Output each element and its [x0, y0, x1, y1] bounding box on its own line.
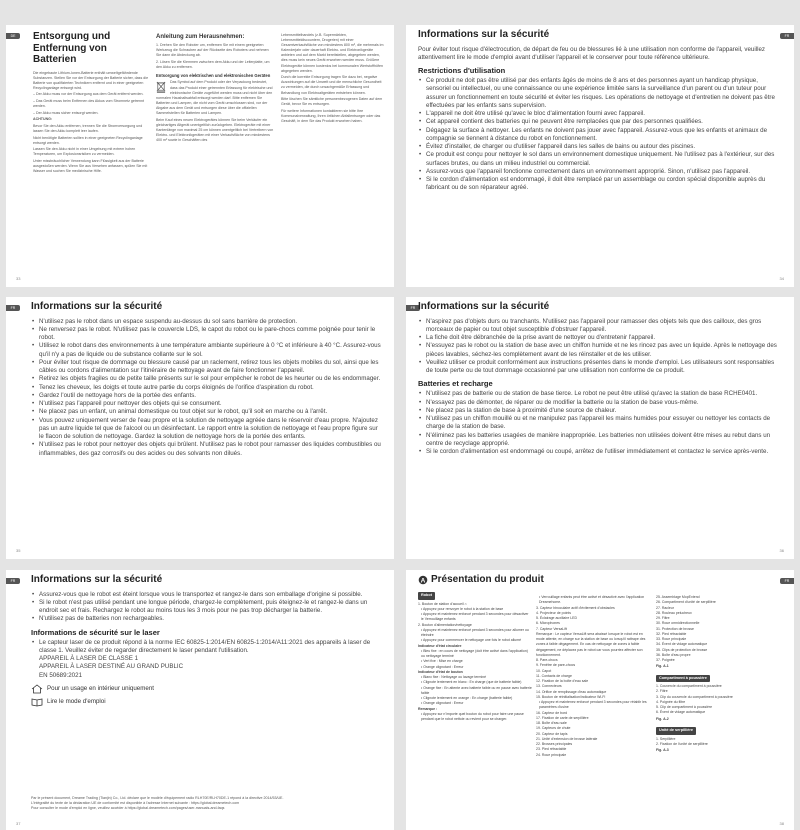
- page-33: [6, 25, 394, 287]
- list-item: • N'utilisez pas de batterie ou de station de base tierce. Le robot ne peut être utilisé qu'avec la station de base RCHE0401.: [418, 390, 780, 398]
- svg-text:A: A: [420, 577, 426, 585]
- safety-list: [31, 318, 383, 458]
- robot-parts-text-cont: [536, 595, 650, 758]
- paragraph: Lassen Sie den Akku nicht in einer Umgebung mit extrem hohen Temperaturen, um Explosionsrisiken zu vermeiden.: [33, 147, 136, 157]
- disposal-text-cont: [281, 33, 386, 124]
- warning-circle-icon: [418, 575, 428, 585]
- page-title: Informations sur la sécurité: [418, 301, 550, 312]
- part-line: 31. Protection de brosse: [656, 626, 694, 631]
- manual-text: Lire le mode d'emploi: [47, 698, 106, 706]
- part-line: 19. Capteurs de chute: [536, 726, 571, 731]
- list-item: • N'utilisez pas un chiffon mouillé ou et ne manipulez pas l'appareil les mains humides pour essuyer ou nettoyer les contacts de charge de la station de base.: [418, 415, 780, 432]
- part-line: Remarque :: [418, 706, 438, 711]
- page-title: Entsorgung und Entfernung von Batterien: [33, 31, 111, 65]
- paragraph: – Der Akku muss vor der Entsorgung aus dem Gerät entfernt werden.: [33, 92, 144, 97]
- part-line: • Blanc fixe : Nettoyage ou lavage terminé: [421, 675, 487, 680]
- part-line: 1. Couvercle du compartiment à poussière: [656, 684, 722, 689]
- footer-conformity: L'intégralité du texte de la déclaration UE de conformité est disponible à l'adresse Internet suivante : https://global.dreametech.com: [31, 801, 240, 806]
- page-38: [406, 570, 794, 830]
- part-line: 20. Capteur de tapis: [536, 731, 568, 736]
- restrictions-list: [418, 77, 778, 193]
- language-tab: FR: [780, 33, 794, 39]
- part-line: • Orange clignotant : Erreur: [421, 701, 464, 706]
- instructions-text: [156, 43, 274, 70]
- list-item: • N'aspirez pas d'objets durs ou tranchants. N'utilisez pas l'appareil pour ramasser des objets tels que des cailloux, des gros morceaux de papier ou tout objet susceptible d'obstruer l'appareil.: [418, 318, 780, 335]
- part-line: 2. Fixation de l'unité de serpillière: [656, 741, 708, 746]
- paragraph: Für weitere Informationen kontaktieren sie bitte Ihre Kommunalverwaltung, Ihren örtlichen Abfallentsorger oder das Geschäft, in dem Sie das Produkt erworben haben.: [281, 108, 381, 123]
- list-item: • Retirez les objets fragiles ou de petite taille présents sur le sol pour empêcher le robot de les heurter ou de les endommager.: [31, 375, 383, 383]
- footer-manual-link: Pour consulter le mode d'emploi en ligne, veuillez accéder à https://global.dreametech.com/pages/user-manuals-and-faqs: [31, 806, 225, 811]
- part-line: • Orange clignotant : Erreur: [421, 664, 464, 669]
- list-item: • Ce produit est conçu pour nettoyer le sol dans un environnement domestique uniquement. Ne l'utilisez pas à l'extérieur, sur des surfaces brutes, ou dans un milieu industriel ou commercial.: [418, 151, 778, 168]
- paragraph: – Der Akku muss sicher entsorgt werden.: [33, 110, 99, 115]
- part-line: 6. Évent de vidage automatique: [656, 710, 706, 715]
- part-line: 9. Fenêtre de pare-chocs: [536, 663, 576, 668]
- part-line: Indicateur d'état circulaire: [418, 643, 462, 648]
- part-line: • Clignote lentement en blanc : En charge (que de batterie faible): [421, 680, 522, 685]
- part-line: 23. Pied rétractable: [536, 747, 567, 752]
- mop-unit-parts-text: [656, 737, 774, 748]
- language-tab: FR: [406, 305, 420, 311]
- part-line: Indicateur d'état de bouton: [418, 669, 463, 674]
- list-item: • Si le cordon d'alimentation est endommagé, il doit être remplacé par un assemblage ou cordon spécial disponible auprès du fabricant ou de son réparateur agréé.: [418, 176, 778, 193]
- part-line: 24. Roue principale: [536, 752, 567, 757]
- column-2: [156, 33, 274, 145]
- column-3: [281, 33, 386, 126]
- list-item: • Ne placez pas un enfant, un animal domestique ou tout objet sur le robot, qu'il soit en marche ou à l'arrêt.: [31, 408, 383, 416]
- part-line: 37. Poignée: [656, 658, 675, 662]
- paragraph: Nicht benötigte Batterien sollten in einer geeigneten Recyclinganlage entsorgt werden.: [33, 135, 143, 145]
- part-line: 32. Pied rétractable: [656, 631, 687, 636]
- part-line: • Appuyez et maintenez enfoncé pendant 3 secondes pour rétablir les paramètres d'usine: [539, 700, 647, 710]
- part-line: 11. Contacts de charge: [536, 673, 572, 678]
- list-item: • La fiche doit être débranchée de la prise avant de nettoyer ou d'entretenir l'appareil.: [418, 334, 780, 342]
- language-tab: FR: [6, 305, 20, 311]
- part-line: 35. Clips de protection de brosse: [656, 647, 708, 652]
- part-line: 12. Fixation de la boîte d'eau sale: [536, 679, 589, 683]
- page-number: 38: [779, 821, 784, 826]
- paragraph: 2. Lösen Sie die Klemmen zwischen dem Akku und der Leiterplatte, um den Akku zu entfernen.: [156, 59, 270, 69]
- part-line: 36. Boîte d'eau propre: [656, 652, 691, 657]
- list-item: • Tenez les cheveux, les doigts et toute autre partie du corps éloignés de l'orifice d'aspiration du robot.: [31, 384, 383, 392]
- part-line: 34. Évent de vidage automatique: [656, 642, 708, 647]
- list-item: • N'essayez pas de démonter, de réparer ou de modifier la batterie ou la station de base vous-même.: [418, 399, 780, 407]
- paragraph: – Das Gerät muss beim Entfernen des Akkus vom Stromnetz getrennt werden.: [33, 98, 145, 109]
- part-line: 5. Éclairage auxiliaire LED: [536, 616, 578, 620]
- list-item: • N'éliminez pas les batteries usagées de manière inappropriée. Les batteries non utilisées doivent être mises au rebut dans un centre de recyclage approprié.: [418, 432, 780, 449]
- part-line: 15. Bouton de réinitialisation/indicateur Wi-Fi: [536, 694, 606, 699]
- part-line: 6. Microphones: [536, 621, 560, 626]
- page-title: Informations sur la sécurité: [418, 29, 550, 40]
- list-item: • Dégagez la surface à nettoyer. Les enfants ne doivent pas jouer avec l'appareil. Assurez-vous que les enfants et animaux de compagnie se tiennent à distance du robot en fonctionnement.: [418, 127, 778, 144]
- part-line: 16. Capteur de bord: [536, 710, 568, 715]
- list-item: • Assurez-vous que l'appareil fonctionne correctement dans un environnement approprié. Sinon, n'utilisez pas l'appareil.: [418, 168, 778, 176]
- part-line: • Clignote lentement en orange : En charge (batterie faible): [421, 696, 513, 701]
- list-item: • Ce produit ne doit pas être utilisé par des enfants âgés de moins de 8 ans et des personnes ayant un handicap physique, sensoriel ou intellectuel, ou une connaissance ou une expérience limitée sans la surveillance d'un parent ou d'un tuteur pour assurer un fonctionnement en toute sécurité et éviter les risques. Les opérations de nettoyage et d'entretien ne doivent pas être effectuées par les enfants sans supervision.: [418, 77, 778, 110]
- part-line: 1. Bouton de station d'accueil ⌂: [418, 601, 467, 606]
- page-title: Présentation du produit: [431, 574, 544, 585]
- dust-bin-label: Compartiment à poussière: [656, 675, 710, 683]
- part-line: 33. Roue principale: [656, 637, 687, 641]
- disposal-heading: Entsorgung von elektrischen und elektronischen Geräten: [156, 72, 271, 78]
- list-item: • N'utilisez pas de batteries non rechargeables.: [31, 615, 383, 623]
- part-line: 28. Rouleau pelucheux: [656, 610, 692, 615]
- page-37: [6, 570, 394, 830]
- paragraph: 1. Drehen Sie den Roboter um, entfernen Sie mit einem geeigneten Werkzeug die Schrauben auf der Rückseite des Roboters und nehmen Sie dann die Abdeckung ab.: [156, 43, 269, 58]
- laser-class-1: APPAREIL À LASER DE CLASSE 1: [39, 655, 139, 662]
- language-tab: FR: [780, 578, 794, 584]
- page-number: 33: [16, 276, 21, 281]
- paragraph: Bitte löschen Sie sämtliche personenbezogenen Daten auf dem Gerät, bevor Sie es entsorgen.: [281, 97, 383, 107]
- part-line: • Verrouillage enfants peut être activé et désactivé avec l'application Dreamehome.: [539, 595, 645, 605]
- page-number: 35: [16, 548, 21, 553]
- list-item: • Ne placez pas la station de base à proximité d'une source de chaleur.: [418, 407, 780, 415]
- robot-parts-text: [418, 602, 532, 723]
- part-line: 26. Compartiment d'unité de serpillière: [656, 600, 716, 605]
- part-line: 2. Filtre: [656, 689, 668, 694]
- page-title: Informations sur la sécurité: [31, 574, 163, 585]
- page-35: [6, 297, 394, 559]
- list-item: • Utilisez le robot dans des environnements à une température ambiante supérieure à 0 °C et inférieure à 40 °C. Assurez-vous qu'il n'y a pas de liquide ou de substance collante sur le sol.: [31, 342, 383, 359]
- part-line: 8. Pare-chocs: [536, 658, 558, 662]
- part-line: 29. Filtre: [656, 616, 670, 620]
- part-line: • Vert fixe : Mise en charge: [421, 659, 463, 664]
- part-line: 10. Capot: [536, 668, 552, 673]
- indoor-use-text: Pour un usage en intérieur uniquement: [47, 685, 154, 693]
- laser-list: [31, 639, 383, 656]
- language-tab: FR: [6, 578, 20, 584]
- part-line: 25. Assemblage MopExtend: [656, 595, 700, 599]
- page-number: 36: [779, 548, 784, 553]
- part-line: 30. Roue omnidirectionnelle: [656, 621, 700, 626]
- house-icon: [31, 684, 43, 694]
- part-line: • Appuyez pour renvoyer le robot à la station de base: [421, 606, 504, 611]
- part-line: 21. Unité d'extension de brosse latérale: [536, 736, 598, 741]
- part-line: 22. Brosses principales: [536, 742, 573, 746]
- robot-label: Robot: [418, 592, 435, 600]
- disposal-text: [156, 80, 274, 143]
- column-2: [536, 595, 650, 758]
- section-heading: Restrictions d'utilisation: [418, 66, 506, 75]
- part-line: 17. Fixation de carte de serpillière: [536, 715, 589, 720]
- list-item: • N'essuyez pas le robot ou la station de base avec un chiffon humide et ne les rincez pas avec un liquide. Après le nettoyage des pièces lavables, séchez-les complètement avant de les réinstaller et de les utiliser.: [418, 342, 780, 359]
- part-line: 27. Racleur: [656, 605, 674, 610]
- paragraph: Bevor Sie den Akku entfernen, trennen Sie die Stromversorgung und lassen Sie den Akku komplett leer laufen.: [33, 123, 143, 133]
- list-item: • N'utilisez pas le robot pour nettoyer des objets qui brûlent. N'utilisez pas le robot pour ramasser des liquides combustibles ou inflammables, des gaz corrosifs ou des acides ou des solvants non dilués.: [31, 441, 383, 458]
- part-line: 3. Capteur binoculaire actif d'évitement d'obstacles: [536, 605, 615, 610]
- safety-list: [31, 591, 383, 624]
- part-line: 1. Serpillière: [656, 736, 676, 741]
- list-item: • Évitez d'installer, de charger ou d'utiliser l'appareil dans les salles de bains ou autour des piscines.: [418, 143, 778, 151]
- part-line: Remarque : Le capteur VersaLift sera abaissé lorsque le robot est en mode attente, en charge sur la station de base ou lorsqu'il rattrape des zones à faible dégagement. En cas de nettoyage de zones à faible dégagement, ne déplacez pas le robot car vous pourriez affecter son fonctionnement.: [536, 631, 646, 657]
- part-line: • Orange fixe : En attente avec batterie faible ou en pause avec batterie faible: [421, 685, 532, 695]
- laser-class-consumer: APPAREIL À LASER DESTINÉ AU GRAND PUBLIC: [39, 663, 184, 671]
- list-item: • N'utilisez pas l'appareil pour nettoyer des objets qui se consument.: [31, 400, 383, 408]
- mop-unit-label: Unité de serpillière: [656, 727, 696, 735]
- part-line: 5. Clip de compartiment à poussière: [656, 705, 713, 710]
- manual-book-icon: [31, 697, 43, 707]
- paragraph: Lebensmittelhandels (z.B. Supermärkten, Lebensmitteldiscountern, Drogerien) mit einer Gesamtverkaufsfläche von mindestens 800 m², die mehrmals im Kalenderjahr oder dauerhaft Elektro- und Elektronikgeräte anbieten und auf dem Markt bereitstellen, abgegeben werden, dies muss kein neues Gerät erworben werden muss. Größere Elektrogeräte können kostenlos bei kommunalen Wertstoffhöfen abgegeben werden.: [281, 33, 384, 73]
- language-tab: DE: [6, 33, 20, 39]
- part-line: • Appuyez et maintenez enfoncé pendant 3 secondes pour désactiver le Verrouillage enfants: [421, 612, 529, 622]
- part-line: • Bleu fixe : en cours de nettoyage (doit être activé dans l'application) ou nettoyage terminé: [421, 648, 528, 659]
- part-line: • Appuyez et maintenez enfoncé pendant 3 secondes pour allumer ou éteindre: [421, 627, 529, 638]
- list-item: • Veuillez utiliser ce produit conformément aux instructions présentes dans le monde d'emploi. Les utilisateurs sont responsables de toute perte ou de tout dommage occasionné par une utilisation non conforme de ce produit.: [418, 359, 780, 376]
- section-heading: Informations de sécurité sur le laser: [31, 627, 160, 637]
- figure-label: Fig. A-2: [656, 716, 669, 721]
- battery-list: [418, 390, 780, 456]
- list-item: • Si le cordon d'alimentation est endommagé ou coupé, arrêtez de l'utiliser immédiatement et contactez le service après-vente.: [418, 448, 780, 456]
- paragraph: Die eingebaute Lithium-Ionen-Batterie enthält umweltgefährdende Substanzen. Stellen Sie vor der Entsorgung der Batterie sicher, dass die Batterie von qualifizierten Technikern entfernt und in einer geeigneten Recyclinganlage entsorgt wird.: [33, 70, 149, 90]
- page-36: [406, 297, 794, 559]
- list-item: • Si le robot n'est pas utilisé pendant une longue période, chargez-le complètement, puis éteignez-le et rangez-le dans un endroit sec et frais. Rechargez le robot au moins tous les 3 mois pour ne pas trop décharger la batterie.: [31, 599, 383, 616]
- paragraph: Das Symbol auf dem Produkt oder der Verpackung bedeutet, dass das Produkt einer getrennten Erfassung für elektrische und elektronische Geräte zugeführt werden muss und nicht über den normalen Haushaltsabfall entsorgt werden darf. Bitte entfernen Sie Batterien und Lampen, die nicht vom Gerät umschlossen sind, vor der Abgabe aus dem Gerät und entsorgen diese über die offiziellen Sammelstellen für Batterien und Lampen.: [156, 80, 273, 115]
- part-line: 14. Orifice de remplissage d'eau automatique: [536, 689, 607, 694]
- page-title: Informations sur la sécurité: [31, 301, 163, 312]
- instructions-heading: Anleitung zum Herausnehmen:: [156, 34, 245, 40]
- part-line: • Appuyez pour commencer le nettoyage une fois le robot allumé: [421, 638, 522, 643]
- paragraph: ACHTUNG:: [33, 117, 53, 122]
- safety-list: [418, 318, 780, 376]
- list-item: • Ne renversez pas le robot. N'utilisez pas le couvercle LDS, le capot du robot ou le pare-chocs comme poignée pour tenir le robot.: [31, 326, 383, 343]
- part-line: 3. Clip du couvercle du compartiment à poussière: [656, 694, 733, 699]
- list-item: • Pour éviter tout risque de dommage ou blessure causé par un raclement, retirez tous les objets mobiles du sol, ainsi que les câbles ou cordons d'alimentation sur l'itinéraire de nettoyage avant de faire fonctionner l'appareil.: [31, 359, 383, 376]
- column-1: [418, 590, 532, 722]
- list-item: • Gardez l'outil de nettoyage hors de la portée des enfants.: [31, 392, 383, 400]
- laser-standard: EN 50689:2021: [39, 671, 83, 679]
- part-line: 13. Connecteurs: [536, 684, 562, 689]
- part-line: 18. Boîte d'eau sale: [536, 721, 567, 725]
- column-1: [33, 31, 151, 176]
- paragraph: Beim Kauf eines neuen Elektrogerätes können Sie beim Verkäufer ein gleichartiges Altgerät unentgeltlich zurückgeben. Elektrogeräte mit einer Kantenlänge von maximal 25 cm können unentgeltlich bei Vertreibern von Elektro- und Elektronikgeräten mit einer Verkaufsfläche von mindestens 400 m² sowie in Geschäften des: [156, 117, 274, 142]
- paragraph: Durch die korrekte Entsorgung tragen Sie dazu bei, negative Auswirkungen auf die Umwelt und die menschliche Gesundheit zu vermeiden, die durch unsachgemäße Erfassung und Behandlung von Elektroaltgeräten entstehen können.: [281, 75, 382, 95]
- part-line: 2. Bouton d'alimentation/nettoyage: [418, 622, 472, 627]
- page-number: 37: [16, 821, 21, 826]
- battery-text: [33, 71, 151, 175]
- column-3: [656, 595, 774, 756]
- weee-bin-icon: [156, 81, 166, 93]
- section-heading: Batteries et recharge: [418, 379, 493, 389]
- robot-parts-text-end: [656, 595, 774, 663]
- list-item: • Cet appareil contient des batteries qui ne peuvent être remplacées que par des personnes qualifiées.: [418, 118, 778, 126]
- paragraph: Unter missbräuchlicher Verwendung kann Flüssigkeit aus der Batterie ausgestoßen werden. Wenn Sie aus Versehen anfassen, spülen Sie mit Wasser und suchen Sie medizinische Hilfe.: [33, 158, 148, 174]
- figure-label: Fig. A-1: [656, 664, 669, 669]
- part-line: 4. Projecteur de points: [536, 610, 572, 615]
- page-number: 34: [779, 276, 784, 281]
- intro-text: Pour éviter tout risque d'électrocution, de départ de feu ou de blessures lié à une utilisation non conforme de l'appareil, veuillez attentivement lire le mode d'emploi avant d'utiliser l'appareil et le conserver pour toute référence ultérieure.: [418, 45, 766, 61]
- part-line: 4. Poignée du filtre: [656, 699, 686, 704]
- part-line: • Appuyez sur n'importe quel bouton du robot pour faire une pause pendant que le robot nettoie ou revient pour se charger.: [421, 711, 524, 722]
- part-line: 7. Capteur VersaLift: [536, 626, 567, 631]
- dust-bin-parts-text: [656, 684, 774, 716]
- list-item: • L'appareil ne doit être utilisé qu'avec le bloc d'alimentation fourni avec l'appareil.: [418, 110, 778, 118]
- laser-text: • Le capteur laser de ce produit répond à la norme IEC 60825-1:2014/EN 60825-1:2014/A11:2021 des appareils à laser de classe 1. Veuillez éviter de regarder directement le laser pendant l'utilisation.: [31, 639, 383, 656]
- footer-declaration: Par le présent document, Dreame Trading (Tianjin) Co., Ltd. déclare que le modèle d'équipement radio RLH70E/RLH70DE-1 répond à la directive 2014/53/UE.: [31, 796, 284, 800]
- page-34: [406, 25, 794, 287]
- list-item: • Assurez-vous que le robot est éteint lorsque vous le transportez et rangez-le dans son emballage d'origine si possible.: [31, 591, 383, 599]
- list-item: • N'utilisez pas le robot dans un espace suspendu au-dessus du sol sans barrière de protection.: [31, 318, 383, 326]
- list-item: • Vous pouvez uniquement verser de l'eau propre et la solution de nettoyage agréée dans le réservoir d'eau propre. N'ajoutez pas un autre liquide tel que de l'alcool ou un désinfectant. Le rapport entre la solution de nettoyage et l'eau propre figure sur le flacon de solution de nettoyage. Gardez la solution de nettoyage hors de la portée des enfants.: [31, 417, 383, 442]
- figure-label: Fig. A-3: [656, 748, 669, 753]
